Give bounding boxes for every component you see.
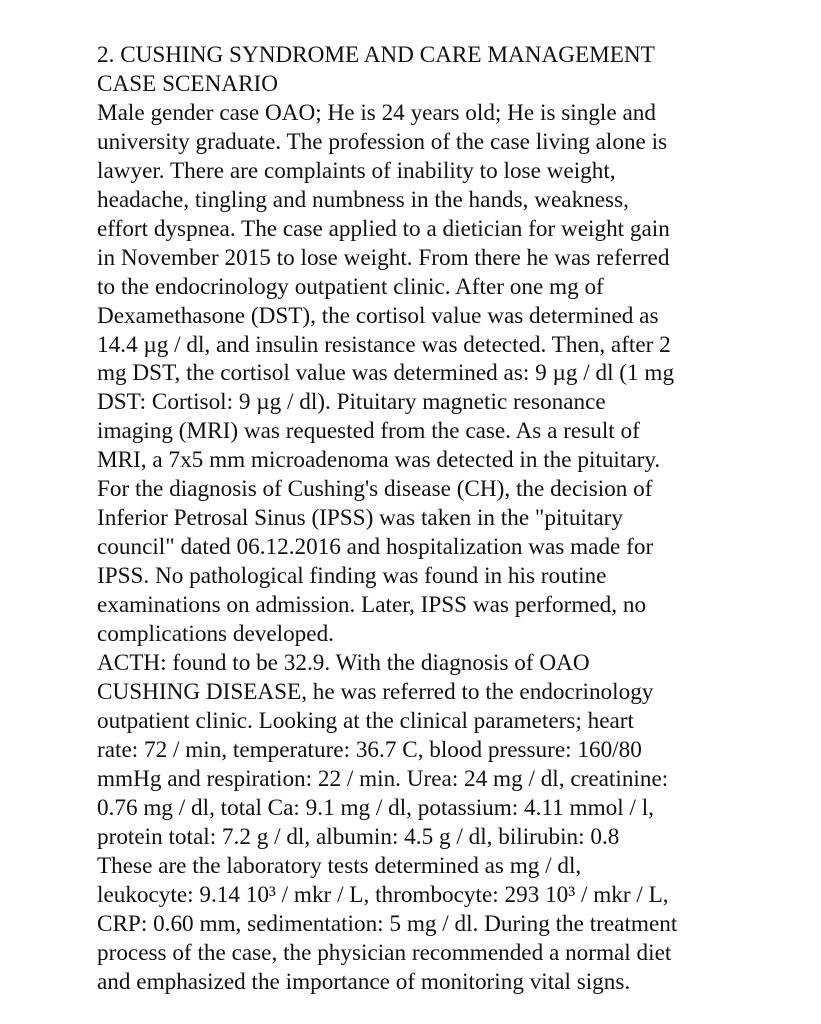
text-line: ACTH: found to be 32.9. With the diagnosis of OAO [97, 650, 590, 677]
text-line: rate: 72 / min, temperature: 36.7 C, blood pressure: 160/80 [97, 736, 642, 763]
text-line: These are the laboratory tests determined as mg / dl, [97, 852, 582, 879]
text-line: CRP: 0.60 mm, sedimentation: 5 mg / dl. During the treatment [97, 910, 678, 937]
text-line: and emphasized the importance of monitoring vital signs. [97, 968, 631, 995]
text-line: outpatient clinic. Looking at the clinical parameters; heart [97, 707, 634, 734]
section-heading: 2. CUSHING SYNDROME AND CARE MANAGEMENT [97, 42, 655, 68]
text-line: headache, tingling and numbness in the hands, weakness, [97, 186, 629, 213]
text-line: to the endocrinology outpatient clinic. After one mg of [97, 273, 604, 300]
text-line: mg DST, the cortisol value was determined as: 9 µg / dl (1 mg [97, 360, 675, 387]
text-line: university graduate. The profession of the case living alone is [97, 128, 668, 155]
text-line: mmHg and respiration: 22 / min. Urea: 24 mg / dl, creatinine: [97, 765, 669, 792]
text-line: DST: Cortisol: 9 µg / dl). Pituitary magnetic resonance [97, 389, 606, 416]
case-scenario-document [97, 41, 737, 996]
text-line: Dexamethasone (DST), the cortisol value was determined as [97, 302, 659, 329]
text-line: in November 2015 to lose weight. From there he was referred [97, 244, 670, 271]
text-line: protein total: 7.2 g / dl, albumin: 4.5 g / dl, bilirubin: 0.8 [97, 823, 620, 850]
text-line: Male gender case OAO; He is 24 years old; He is single and [97, 99, 656, 126]
text-line: CUSHING DISEASE, he was referred to the endocrinology [97, 678, 654, 705]
text-line: effort dyspnea. The case applied to a dietician for weight gain [97, 215, 670, 242]
text-line: leukocyte: 9.14 10³ / mkr / L, thrombocyte: 293 10³ / mkr / L, [97, 881, 669, 908]
text-line: Inferior Petrosal Sinus (IPSS) was taken in the "pituitary [97, 505, 623, 532]
text-line: lawyer. There are complaints of inability to lose weight, [97, 157, 616, 184]
text-line: examinations on admission. Later, IPSS was performed, no [97, 592, 647, 619]
text-line: imaging (MRI) was requested from the case. As a result of [97, 418, 640, 445]
text-line: process of the case, the physician recommended a normal diet [97, 939, 672, 966]
text-line: IPSS. No pathological finding was found in his routine [97, 563, 607, 590]
text-line: For the diagnosis of Cushing's disease (CH), the decision of [97, 476, 653, 503]
text-line: complications developed. [97, 621, 334, 648]
text-line: 0.76 mg / dl, total Ca: 9.1 mg / dl, potassium: 4.11 mmol / l, [97, 794, 654, 821]
text-line: MRI, a 7x5 mm microadenoma was detected in the pituitary. [97, 447, 661, 474]
subheading: CASE SCENARIO [97, 70, 279, 97]
text-line: 14.4 µg / dl, and insulin resistance was detected. Then, after 2 [97, 331, 671, 358]
text-line: council" dated 06.12.2016 and hospitalization was made for [97, 534, 654, 561]
